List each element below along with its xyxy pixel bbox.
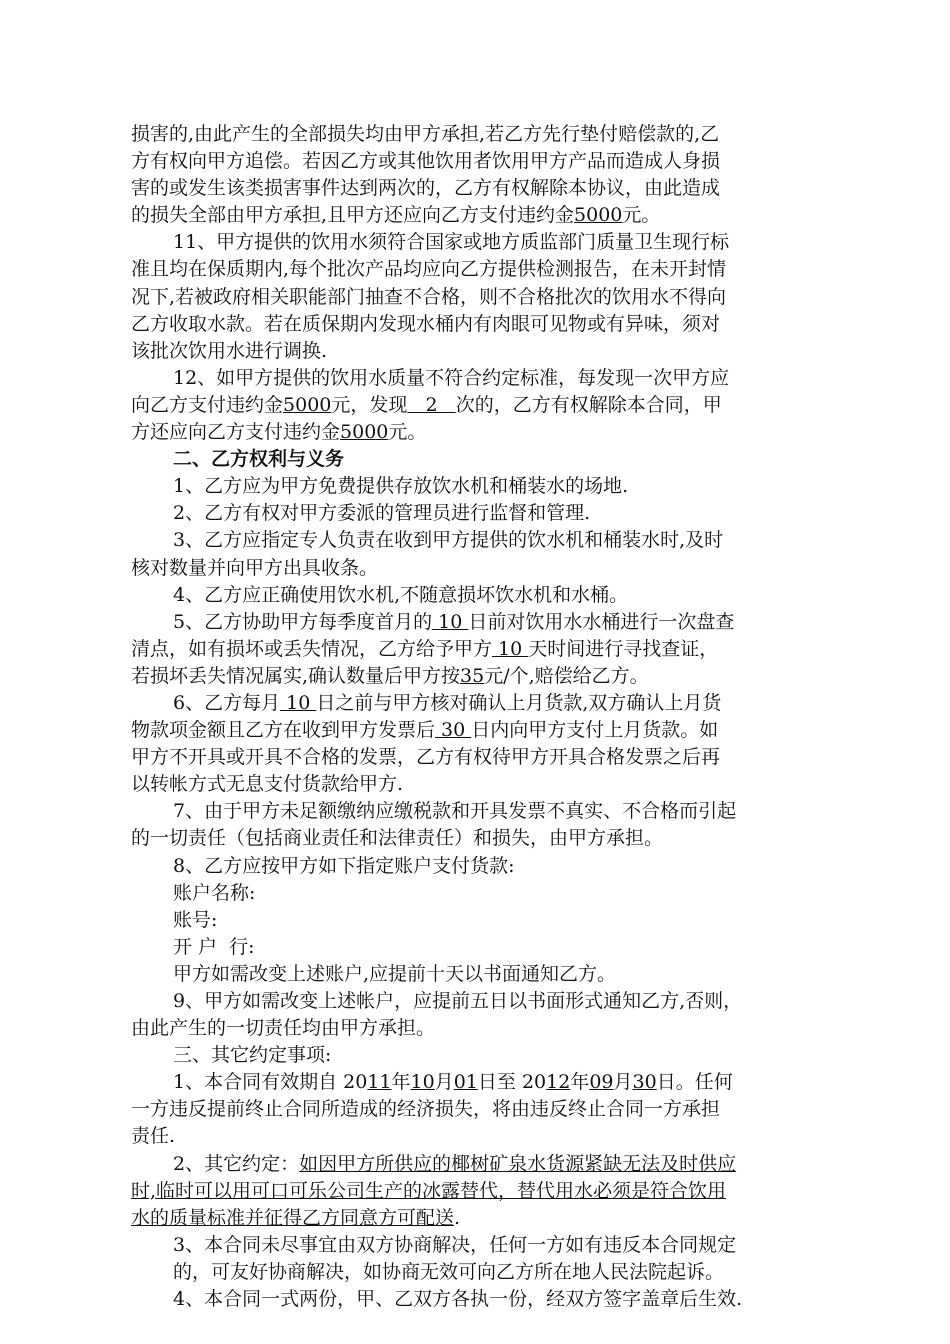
text-line [131,175,840,202]
text-segment: 账户名称: [173,881,256,904]
text-segment: 水的质量标准并征得乙方同意方可配送 [131,1206,455,1229]
text-line [131,1151,840,1178]
text-segment: 物款项金额且乙方在收到甲方发票后 [131,719,436,742]
text-line [131,1259,840,1286]
text-segment: 月 [613,1071,633,1094]
text-line [131,825,840,852]
text-segment: 9、甲方如需改变上述帐户，应提前五日以书面形式通知乙方,否则， [173,990,743,1012]
text-line [131,500,840,527]
text-segment: 5000 [574,204,623,227]
text-segment: 3、乙方应指定专人负责在收到甲方提供的饮水机和桶装水时,及时 [173,529,724,552]
text-segment: 天时间进行寻找查证， [528,637,719,660]
text-segment: 的损失全部由甲方承担,且甲方还应向乙方支付违约金 [131,204,575,227]
text-segment: 甲方如需改变上述账户,应提前十天以书面通知乙方。 [173,962,617,985]
text-segment: 10 [432,610,469,633]
text-segment: 的，可友好协商解决，如协商无效可向乙方所在地人民法院起诉。 [173,1260,725,1283]
text-segment: 元。 [388,421,427,444]
text-segment: 元。 [622,204,661,227]
text-line [131,798,840,825]
text-line [131,365,840,392]
text-segment: 3、本合同未尽事宜由双方协商解决，任何一方如有违反本合同规定 [173,1233,737,1256]
text-segment: 三、其它约定事项: [173,1044,332,1067]
text-line [131,771,840,798]
text-segment: 8、乙方应按甲方如下指定账户支付货款: [173,854,515,877]
text-segment: 12 [546,1071,571,1094]
text-line [131,1123,840,1150]
text-segment: 乙方收取水款。若在质保期内发现水桶内有肉眼可见物或有异味，须对 [131,312,721,335]
text-segment: 日至 20 [477,1071,547,1094]
text-segment: 准且均在保质期内,每个批次产品均应向乙方提供检测报告，在未开封情 [131,258,727,281]
text-line [131,555,840,582]
text-segment: 清点，如有损坏或丢失情况，乙方给予甲方 [131,637,493,660]
text-line [131,1232,840,1259]
text-line [131,1015,840,1042]
text-segment: 开 户 行: [173,935,255,958]
text-segment: 甲方不开具或开具不合格的发票，乙方有权待甲方开具合格发票之后再 [131,746,721,769]
text-segment: 账号: [173,908,218,931]
text-segment: 一方违反提前终止合同所造成的经济损失，将由违反终止合同一方承担 [131,1098,721,1121]
text-line [131,527,840,554]
text-line [131,609,840,636]
text-line [131,392,840,419]
text-line [131,1178,840,1205]
text-segment: 7、由于甲方未足额缴纳应缴税款和开具发票不真实、不合格而引起 [173,800,737,823]
text-line [131,988,840,1015]
text-line [131,934,840,961]
text-segment: 害的或发生该类损害事件达到两次的，乙方有权解除本协议，由此造成 [131,177,721,200]
text-segment: 2 [407,393,456,416]
text-line [131,880,840,907]
text-segment: 5000 [340,421,389,444]
text-line [131,148,840,175]
text-line [131,636,840,663]
text-segment: 12、如甲方提供的饮用水质量不符合约定标准，每发现一次甲方应 [173,366,730,389]
text-line [131,256,840,283]
text-segment: 1、乙方应为甲方免费提供存放饮水机和桶装水的场地. [173,475,629,498]
text-segment: 2、乙方有权对甲方委派的管理员进行监督和管理. [173,502,591,525]
text-segment: 年 [570,1071,590,1094]
text-segment: 责任. [131,1125,176,1148]
text-segment: 元，发现 [331,393,408,416]
text-segment: 二、乙方权利与义务 [173,448,345,471]
text-line [131,690,840,717]
text-segment: 01 [453,1071,478,1094]
text-segment: 况下,若被政府相关职能部门抽查不合格，则不合格批次的饮用水不得向 [131,285,727,308]
text-segment: 日之前与甲方核对确认上月货款,双方确认上月货 [316,691,722,714]
text-segment: 的一切责任（包括商业责任和法律责任）和损失，由甲方承担。 [131,827,664,850]
text-line [131,121,840,148]
text-line [131,202,840,229]
text-segment: 5000 [283,393,332,416]
text-segment: 30 [632,1071,657,1094]
text-line [131,1042,840,1069]
text-segment: 1、本合同有效期自 20 [173,1071,368,1094]
text-segment: 年 [391,1071,411,1094]
text-segment: 11 [367,1071,392,1094]
text-segment: 4、乙方应正确使用饮水机,不随意损坏饮水机和水桶。 [173,583,629,606]
text-segment: 2、其它约定： [173,1152,300,1175]
text-line [131,1069,840,1096]
text-segment: 以转帐方式无息支付货款给甲方. [131,773,404,796]
text-line [131,744,840,771]
text-segment: 日内向甲方支付上月货款。如 [471,719,719,742]
text-segment: 时,临时可以用可口可乐公司生产的冰露替代，替代用水必须是符合饮用 [131,1179,727,1202]
text-line [131,1286,840,1313]
text-segment: 4、本合同一式两份，甲、乙双方各执一份，经双方签字盖章后生效. [173,1288,743,1311]
contract-document [131,121,840,1313]
text-segment: 35 [460,664,485,687]
text-segment: 若损坏丢失情况属实,确认数量后甲方按 [131,664,461,687]
text-line [131,663,840,690]
text-line [131,1205,840,1232]
text-line [131,961,840,988]
text-segment: 如因甲方所供应的椰树矿泉水货源紧缺无法及时供应 [299,1152,737,1175]
text-segment: 月 [434,1071,454,1094]
text-line [131,907,840,934]
text-segment: 方有权向甲方追偿。若因乙方或其他饮用者饮用甲方产品而造成人身损 [131,150,721,173]
text-line [131,338,840,365]
text-line [131,853,840,880]
text-segment: 由此产生的一切责任均由甲方承担。 [131,1017,436,1040]
text-line [131,582,840,609]
text-line [131,446,840,473]
text-line [131,419,840,446]
text-line [131,717,840,744]
text-segment: 损害的,由此产生的全部损失均由甲方承担,若乙方先行垫付赔偿款的,乙 [131,123,720,145]
text-segment: 5、乙方协助甲方每季度首月的 [173,610,433,633]
text-line [131,311,840,338]
text-line [131,1096,840,1123]
text-segment: 10 [492,637,529,660]
text-line [131,229,840,256]
text-segment: 该批次饮用水进行调换. [131,339,328,362]
text-segment: 次的，乙方有权解除本合同，甲 [455,393,722,416]
text-line [131,473,840,500]
text-segment: 10 [410,1071,435,1094]
text-segment: 10 [280,691,317,714]
text-segment: . [454,1206,461,1229]
text-segment: 向乙方支付违约金 [131,393,284,416]
text-segment: 09 [589,1071,614,1094]
text-segment: 元/个,赔偿给乙方。 [484,664,649,687]
text-segment: 6、乙方每月 [173,691,281,714]
text-segment: 日。任何 [656,1071,733,1094]
text-line [131,284,840,311]
text-segment: 11、甲方提供的饮用水须符合国家或地方质监部门质量卫生现行标 [173,231,730,254]
text-segment: 方还应向乙方支付违约金 [131,421,341,444]
text-segment: 核对数量并向甲方出具收条。 [131,556,379,579]
text-segment: 30 [435,719,472,742]
text-segment: 日前对饮用水水桶进行一次盘查 [468,610,735,633]
